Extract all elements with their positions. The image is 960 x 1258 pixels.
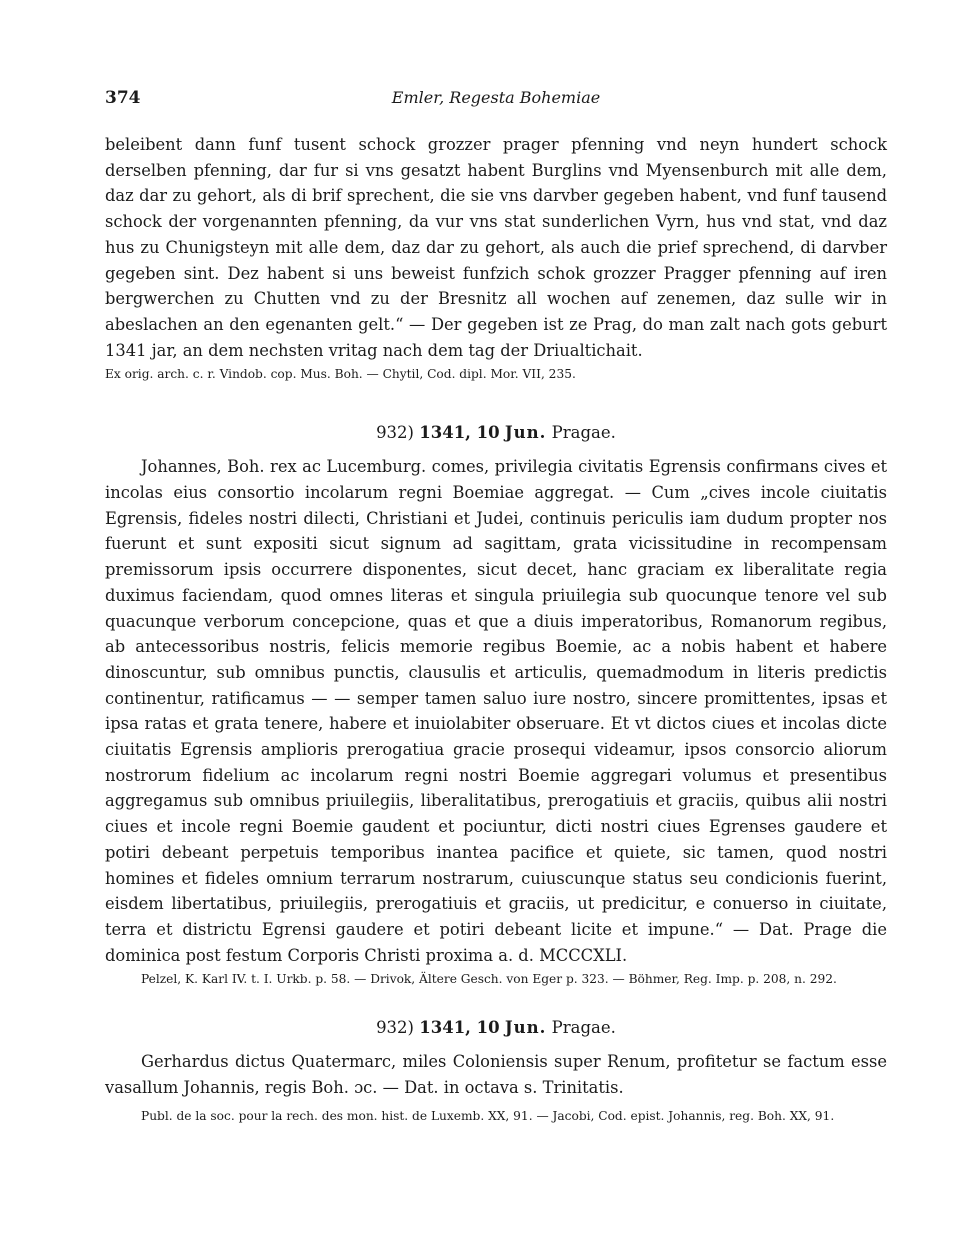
continued-paragraph: beleibent dann funf tusent schock grozzer prager pfenning vnd neyn hundert schock derselben pfenning, dar fur si vns gesatzt habent Burglins vnd Myensenburch mit alle dem, daz dar zu gehort, als di brif sprechent, die sie vns darvber gegeben habent, vnd funf tausend schock der vorgenannten pfenning, da vur vns stat sunderlichen Vyrn, hus vnd stat, vnd daz hus zu Chunigsteyn mit alle dem, daz dar zu gehort, als auch die prief sprechend, di darvber gegeben sint. Dez habent si uns beweist funfzich schok grozzer Pragger pfenning auf iren bergwerchen zu Chutten vnd zu der Bresnitz all wochen auf zenemen, daz sulle wir in abeslachen an den egenanten gelt.“ — Der gegeben ist ze Prag, do man zalt nach gots geburt 1341 jar, an dem nechsten vritag nach dem tag der Driualtichait.: [105, 135, 887, 360]
page-number: 374: [105, 88, 141, 108]
entry-heading-1: [105, 422, 887, 444]
entry-number: 932): [376, 1018, 414, 1038]
entry-text-1: Johannes, Boh. rex ac Lucemburg. comes, privilegia civitatis Egrensis confirmans cives et incolas eius consortio incolarum regni Boemiae aggregat. — Cum „cives incole ciuitatis Egrensis, fideles nostri dilecti, Christiani et Judei, continuis periculis iam dudum propter nos fuerunt et sunt expositi sicut signum ad sagittam, grata vicissitudine in recompensam premissorum ipsis occurrere disponentes, sicut decet, hanc graciam ex liberalitate regia duximus faciendam, quod omnes literas et singula priuilegia sub quocunque tenore vel sub quacunque verborum concepcione, quas et que a diuis imperatoribus, Romanorum regibus, ab antecessoribus nostris, felicis memorie regibus Boemie, ac a nobis habent et habere dinoscuntur, sub omnibus punctis, clausulis et articulis, quemadmodum in literis predictis continentur, ratificamus — — semper tamen saluo iure nostro, sincere promittentes, ipsas et ipsa ratas et grata tenere, habere et inuiolabiter obseruare. Et vt dictos ciues et incolas dicte ciuitatis Egrensis amplioris prerogatiua gracie prosequi videamur, ipsos consorcio aliorum nostrorum fidelium ac incolarum regni nostri Boemie aggregari volumus et presentibus aggregamus sub omnibus priuilegiis, liberalitatibus, prerogatiuis et graciis, quibus alii nostri ciues et incole regni Boemie gaudent et pociuntur, dicti nostri ciues Egrenses gaudere et potiri debeant perpetuis temporibus inantea pacifice et quiete, sic tamen, quod nostri homines et fideles omnium terrarum nostrarum, cuiuscunque status seu condicionis fuerint, eisdem libertatibus, priuilegiis, prerogatiuis et graciis, ut predicitur, e conuerso in ciuitate, terra et districtu Egrensi gaudere et potiri debeant licite et impune.“ — Dat. Prage die dominica post festum Corporis Christi proxima a. d. MCCCXLI.: [105, 457, 887, 965]
entry-text-2: Gerhardus dictus Quatermarc, miles Coloniensis super Renum, profitetur se factum esse vasallum Johannis, regis Boh. ɔc. — Dat. in octava s. Trinitatis.: [105, 1052, 887, 1098]
continued-source-note: Ex orig. arch. c. r. Vindob. cop. Mus. Boh. — Chytil, Cod. dipl. Mor. VII, 235.: [105, 367, 576, 382]
page: [105, 88, 887, 1126]
entry-month: Jun.: [504, 1018, 547, 1038]
page-body: [105, 132, 887, 1126]
entry-date: 1341, 10: [419, 423, 500, 443]
entry-number: 932): [376, 423, 414, 443]
page-header: [105, 88, 887, 110]
entry-date: 1341, 10: [419, 1018, 500, 1038]
entry-heading-2: [105, 1017, 887, 1039]
running-title: Emler, Regesta Bohemiae: [391, 88, 601, 107]
entry-source-1: Pelzel, K. Karl IV. t. I. Urkb. p. 58. — Drivok, Ältere Gesch. von Eger p. 323. — Böhmer, Reg. Imp. p. 208, n. 292.: [141, 972, 837, 987]
entry-source-2: Publ. de la soc. pour la rech. des mon. hist. de Luxemb. XX, 91. — Jacobi, Cod. epist. Johannis, reg. Boh. XX, 91.: [141, 1108, 835, 1123]
entry-place: Pragae.: [551, 423, 616, 443]
entry-place: Pragae.: [551, 1018, 616, 1038]
entry-month: Jun.: [504, 423, 547, 443]
